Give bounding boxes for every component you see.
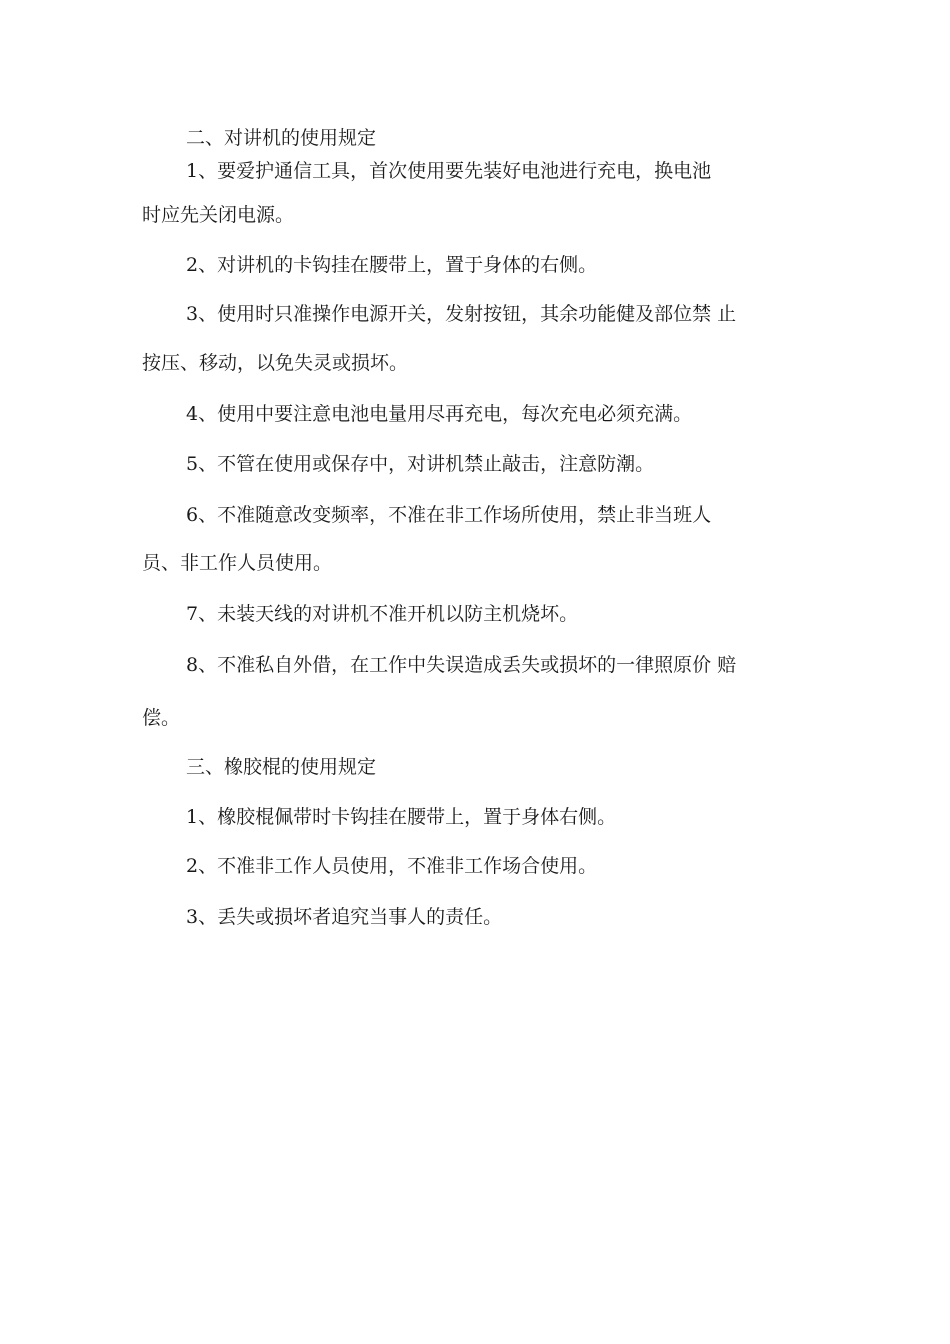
- rule-line: 6、不准随意改变频率，不准在非工作场所使用，禁止非当班人: [186, 504, 712, 526]
- rule-line: 2、对讲机的卡钩挂在腰带上，置于身体的右侧。: [186, 254, 598, 276]
- rule-line: 偿。: [142, 707, 181, 729]
- rule-line: 时应先关闭电源。: [142, 204, 295, 226]
- rule-line: 5、不管在使用或保存中，对讲机禁止敲击，注意防潮。: [186, 453, 655, 475]
- rule-line: 1、橡胶棍佩带时卡钩挂在腰带上，置于身体右侧。: [186, 806, 617, 828]
- heading-text: 二、对讲机的使用规定: [186, 127, 377, 149]
- heading-text: 三、橡胶棍的使用规定: [186, 756, 377, 778]
- rule-line: 员、非工作人员使用。: [142, 552, 333, 574]
- rule-line: 7、未装天线的对讲机不准开机以防主机烧坏。: [186, 603, 579, 625]
- rule-line: 3、使用时只准操作电源开关，发射按钮，其余功能健及部位禁 止: [186, 303, 737, 325]
- rule-line: 3、丢失或损坏者追究当事人的责任。: [186, 906, 503, 928]
- rule-line: 按压、移动，以免失灵或损坏。: [142, 352, 409, 374]
- rule-line: 1、要爱护通信工具，首次使用要先装好电池进行充电，换电池: [186, 160, 712, 182]
- rule-line: 2、不准非工作人员使用，不准非工作场合使用。: [186, 855, 598, 877]
- rule-line: 8、不准私自外借，在工作中失误造成丢失或损坏的一律照原价 赔: [186, 654, 737, 676]
- rule-line: 4、使用中要注意电池电量用尽再充电，每次充电必须充满。: [186, 403, 693, 425]
